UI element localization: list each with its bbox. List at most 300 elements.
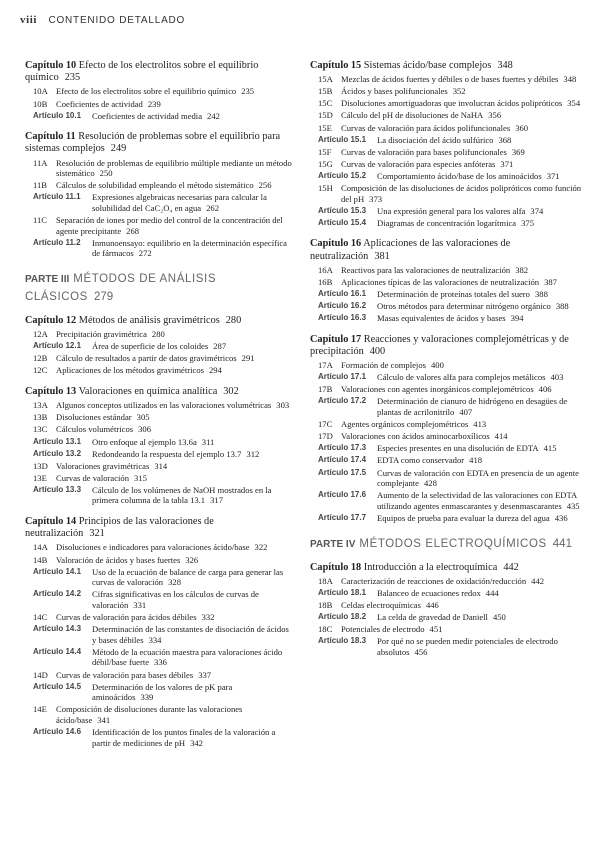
entry-page: 352: [452, 86, 466, 97]
entry-code: Artículo 10.1: [33, 110, 82, 120]
chapter-title: Resolución de problemas sobre el equilibrio para sistemas complejos: [25, 131, 281, 155]
chapter-heading[interactable]: [310, 60, 582, 72]
section-entry[interactable]: [25, 180, 295, 191]
entry-page: 418: [469, 455, 483, 466]
entry-page: 287: [213, 341, 227, 352]
entry-code: 15G: [318, 158, 333, 169]
part-title: MÉTODOS DE ANÁLISIS CLÁSICOS: [25, 272, 217, 303]
entry-code: 12C: [33, 365, 48, 376]
entry-page: 388: [534, 289, 548, 300]
entry-text-wrap: [92, 192, 295, 213]
part-label: PARTE IV: [310, 538, 356, 550]
entry-title: Cálculo de valores alfa para complejos metálicos: [377, 372, 546, 383]
entry-code: Artículo 15.1: [318, 134, 367, 144]
entry-code: Artículo 18.3: [318, 636, 367, 646]
entry-text-wrap: [377, 135, 582, 146]
article-entry[interactable]: [25, 682, 295, 703]
section-entry[interactable]: [25, 704, 295, 725]
section-entry[interactable]: [25, 412, 295, 423]
entry-text-wrap: [377, 455, 582, 466]
section-entry[interactable]: [310, 183, 582, 204]
section-entry[interactable]: [310, 277, 582, 288]
entry-page: 400: [430, 360, 444, 371]
entry-title: Método de la ecuación maestra para valoraciones ácido débil/base fuerte: [92, 646, 283, 668]
entry-page: 450: [492, 612, 506, 622]
entry-text-wrap: [341, 277, 582, 288]
entry-page: 444: [485, 587, 499, 598]
entry-title: Curvas de valoración para bases polifuncionales: [341, 146, 507, 157]
chapter-block: [310, 60, 582, 228]
article-entry[interactable]: [25, 485, 295, 506]
section-entry[interactable]: [310, 159, 582, 170]
entry-title: Disoluciones estándar: [56, 412, 132, 423]
section-entry[interactable]: [25, 473, 295, 484]
article-entry[interactable]: [310, 289, 582, 300]
chapter-label: Capítulo 13: [25, 386, 77, 398]
section-entry[interactable]: [310, 265, 582, 276]
entry-page: 414: [494, 431, 508, 442]
entry-title: Masas equivalentes de ácidos y bases: [377, 313, 506, 324]
entry-text-wrap: [92, 589, 295, 610]
entry-title: Curvas de valoración para ácidos débiles: [56, 612, 197, 623]
entry-page: 415: [543, 443, 557, 454]
entry-title: Comportamiento ácido/base de los aminoácidos: [377, 170, 542, 181]
entry-page: 303: [276, 400, 290, 411]
article-entry[interactable]: [310, 443, 582, 454]
entry-code: 17A: [318, 360, 333, 371]
chapter-page: 381: [374, 250, 390, 262]
article-entry[interactable]: [25, 437, 295, 448]
entry-text-wrap: [377, 636, 582, 657]
entry-page: 322: [254, 542, 268, 553]
article-entry[interactable]: [310, 313, 582, 324]
entry-title: Valoraciones con ácidos aminocarboxílicos: [341, 431, 490, 442]
section-entry[interactable]: [25, 612, 295, 623]
entry-code: 17C: [318, 419, 333, 430]
entry-code: Artículo 16.2: [318, 301, 367, 311]
section-entry[interactable]: [25, 424, 295, 435]
entry-page: 334: [148, 634, 162, 645]
chapter-label: Capítulo 10: [25, 60, 77, 71]
section-entry[interactable]: [310, 98, 582, 109]
article-entry[interactable]: [25, 624, 295, 645]
entry-title: Cálculos de solubilidad empleando el método sistemático: [56, 180, 254, 191]
part-heading: [25, 269, 295, 305]
entry-text-wrap: [341, 624, 582, 635]
entry-code: 15D: [318, 110, 333, 121]
entry-title: Curvas de valoración con EDTA en presencia de un agente complejante: [377, 467, 579, 489]
section-entry[interactable]: [25, 400, 295, 411]
article-entry[interactable]: [310, 455, 582, 466]
article-entry[interactable]: [25, 238, 295, 259]
entry-code: Artículo 14.4: [33, 646, 82, 656]
entry-title: Curvas de valoración para ácidos polifuncionales: [341, 122, 511, 133]
entry-title: Mezclas de ácidos fuertes y débiles o de bases fuertes y débiles: [341, 74, 559, 85]
section-entry[interactable]: [25, 99, 295, 110]
entry-page: 428: [424, 478, 437, 489]
chapter-heading[interactable]: [25, 131, 295, 155]
article-entry[interactable]: [310, 171, 582, 182]
chapter-block: [25, 131, 295, 259]
entry-text-wrap: [92, 682, 295, 703]
entry-title: Curvas de valoración para bases débiles: [56, 669, 194, 680]
entry-text-wrap: [377, 588, 582, 599]
entry-text-wrap: [56, 704, 295, 725]
entry-title: Coeficientes de actividad media: [92, 110, 203, 121]
entry-code: Artículo 18.1: [318, 587, 367, 597]
entry-page: 262: [206, 202, 219, 213]
entry-code: 13B: [33, 412, 48, 423]
chapter-block: [310, 334, 582, 524]
article-entry[interactable]: [310, 636, 582, 657]
entry-text-wrap: [377, 468, 582, 489]
chapter-label: Capítulo 14: [25, 516, 77, 528]
entry-page: 314: [154, 460, 168, 471]
entry-page: 371: [500, 158, 514, 169]
chapter-title: Introducción a la electroquímica: [363, 561, 498, 573]
entry-text-wrap: [377, 443, 582, 454]
entry-page: 315: [134, 472, 147, 483]
entry-text-wrap: [56, 180, 295, 191]
article-entry[interactable]: [25, 449, 295, 460]
entry-code: Artículo 13.2: [33, 448, 82, 458]
chapter-label: Capítulo 18: [310, 561, 362, 573]
entry-code: Artículo 15.4: [318, 217, 367, 227]
article-entry[interactable]: [310, 588, 582, 599]
article-entry[interactable]: [25, 647, 295, 668]
entry-title: Agentes orgánicos complejométricos: [341, 419, 469, 430]
entry-text-wrap: [92, 341, 295, 352]
part-label: PARTE III: [25, 273, 70, 285]
article-entry[interactable]: [25, 341, 295, 352]
section-entry[interactable]: [25, 542, 295, 553]
entry-text-wrap: [377, 490, 582, 511]
chapter-page: 302: [223, 386, 239, 398]
entry-text-wrap: [341, 419, 582, 430]
entry-code: 14D: [33, 669, 48, 680]
article-entry[interactable]: [310, 612, 582, 623]
entry-title: Aplicaciones de los métodos gravimétricos: [56, 365, 204, 376]
entry-title: Ácidos y bases polifuncionales: [341, 86, 448, 97]
entry-page: 373: [369, 193, 383, 204]
chapter-heading[interactable]: [25, 315, 295, 327]
entry-title: Curvas de valoración: [56, 472, 130, 483]
entry-code: Artículo 16.1: [318, 289, 367, 299]
entry-text-wrap: [56, 555, 295, 566]
entry-text-wrap: [56, 86, 295, 97]
article-entry[interactable]: [310, 135, 582, 146]
entry-page: 306: [138, 424, 151, 435]
entry-title: Disoluciones e indicadores para valoraciones ácido/base: [56, 542, 250, 553]
article-entry[interactable]: [310, 218, 582, 229]
article-entry[interactable]: [310, 301, 582, 312]
entry-text-wrap: [341, 183, 582, 204]
part-title: MÉTODOS ELECTROQUÍMICOS: [359, 537, 547, 550]
entry-code: Artículo 14.2: [33, 589, 82, 599]
entry-title: Especies presentes en una disolución de EDTA: [377, 443, 539, 454]
entry-page: 382: [515, 264, 529, 275]
entry-page: 348: [563, 74, 577, 85]
entry-title: Aplicaciones típicas de las valoraciones de neutralización: [341, 276, 540, 287]
entry-title: Coeficientes de actividad: [56, 98, 143, 109]
entry-code: Artículo 15.3: [318, 205, 367, 215]
entry-text-wrap: [341, 360, 582, 371]
entry-code: 18A: [318, 575, 333, 586]
entry-title: Determinación de las constantes de disociación de ácidos y bases débiles: [92, 624, 289, 645]
entry-page: 451: [429, 624, 443, 635]
entry-text-wrap: [377, 289, 582, 300]
chapter-page: 442: [503, 561, 519, 573]
entry-page: 250: [99, 168, 113, 179]
section-entry[interactable]: [310, 123, 582, 134]
entry-page: 332: [201, 612, 215, 623]
entry-text-wrap: [56, 542, 295, 553]
entry-text-wrap: [377, 612, 582, 623]
entry-code: 18C: [318, 624, 333, 635]
entry-code: Artículo 17.6: [318, 490, 367, 500]
section-entry[interactable]: [310, 576, 582, 587]
entry-text-wrap: [341, 86, 582, 97]
section-entry[interactable]: [25, 86, 295, 97]
entry-code: Artículo 12.1: [33, 341, 82, 351]
article-entry[interactable]: [310, 206, 582, 217]
section-entry[interactable]: [25, 353, 295, 364]
entry-code: Artículo 14.1: [33, 566, 82, 576]
chapter-title: Sistemas ácido/base complejos: [363, 60, 492, 71]
chapter-page: 400: [369, 346, 386, 357]
entry-text-wrap: [56, 158, 295, 179]
entry-title: Valoraciones con agentes inorgánicos complejométricos: [341, 384, 534, 395]
chapter-label: Capítulo 12: [25, 314, 77, 326]
section-entry[interactable]: [310, 147, 582, 158]
article-entry[interactable]: [310, 372, 582, 383]
entry-page: 256: [258, 180, 272, 191]
entry-title: Precipitación gravimétrica: [56, 329, 147, 340]
section-entry[interactable]: [310, 110, 582, 121]
entry-text-wrap: [56, 412, 295, 423]
left-column: [25, 60, 295, 758]
section-entry[interactable]: [25, 670, 295, 681]
entry-page: 242: [207, 110, 220, 121]
entry-code: 10A: [33, 86, 48, 97]
entry-text-wrap: [341, 159, 582, 170]
section-entry[interactable]: [25, 329, 295, 340]
entry-title: Composición de disoluciones durante las valoraciones ácido/base: [56, 704, 243, 725]
entry-text-wrap: [377, 396, 582, 417]
entry-code: 10B: [33, 98, 48, 109]
entry-text-wrap: [377, 301, 582, 312]
entry-page: 387: [544, 276, 557, 287]
entry-code: Artículo 15.2: [318, 170, 367, 180]
chapter-heading[interactable]: [25, 60, 295, 84]
entry-code: Artículo 14.5: [33, 681, 82, 691]
entry-page: 291: [241, 353, 255, 364]
entry-code: Artículo 14.6: [33, 726, 82, 736]
entry-text-wrap: [56, 329, 295, 340]
entry-code: Artículo 17.1: [318, 372, 367, 382]
entry-page: 328: [168, 577, 181, 588]
chapter-title: Reacciones y valoraciones complejométricas y de precipitación: [310, 333, 569, 357]
article-entry[interactable]: [310, 513, 582, 524]
entry-title: Balanceo de ecuaciones redox: [377, 587, 481, 598]
entry-title: Separación de iones por medio del control de la concentración del agente precipitante: [56, 215, 283, 236]
chapter-label: Capítulo 16: [310, 238, 362, 250]
entry-code: 15H: [318, 183, 333, 194]
article-entry[interactable]: [25, 192, 295, 213]
entry-text-wrap: [56, 99, 295, 110]
entry-title: Determinación de cianuro de hidrógeno en desagües de plantas de acrilonitrilo: [377, 396, 568, 418]
chapter-heading[interactable]: [310, 238, 582, 262]
entry-page: 336: [154, 657, 167, 668]
part-heading: [310, 534, 582, 552]
entry-page: 312: [246, 448, 260, 459]
entry-page: 339: [140, 692, 154, 703]
section-entry[interactable]: [25, 461, 295, 472]
entry-code: Artículo 17.5: [318, 467, 367, 477]
chapter-block: [25, 386, 295, 506]
entry-text-wrap: [56, 473, 295, 484]
entry-title: Reactivos para las valoraciones de neutralización: [341, 264, 511, 275]
article-entry[interactable]: [25, 567, 295, 588]
entry-text-wrap: [341, 147, 582, 158]
section-entry[interactable]: [310, 419, 582, 430]
entry-text-wrap: [56, 424, 295, 435]
section-entry[interactable]: [310, 384, 582, 395]
entry-text-wrap: [56, 670, 295, 681]
entry-code: 14B: [33, 554, 48, 565]
entry-page: 305: [136, 412, 150, 423]
entry-text-wrap: [341, 431, 582, 442]
entry-title: Formación de complejos: [341, 360, 426, 371]
article-entry[interactable]: [310, 468, 582, 489]
entry-page: 413: [473, 419, 487, 430]
chapter-block: [25, 516, 295, 748]
entry-code: 17B: [318, 384, 333, 395]
entry-page: 331: [133, 599, 147, 610]
article-entry[interactable]: [310, 490, 582, 511]
entry-page: 337: [198, 669, 212, 680]
entry-code: Artículo 14.3: [33, 624, 82, 634]
entry-text-wrap: [92, 727, 295, 748]
chapter-page: 348: [497, 60, 513, 71]
entry-text-wrap: [341, 98, 582, 109]
entry-title: Potenciales de electrodo: [341, 624, 425, 635]
entry-title: Uso de la ecuación de balance de carga para generar las curvas de valoración: [92, 566, 284, 588]
chapter-block: [25, 60, 295, 121]
section-entry[interactable]: [310, 624, 582, 635]
entry-page: 294: [208, 365, 222, 376]
entry-title: Algunos conceptos utilizados en las valoraciones volumétricas: [56, 400, 272, 411]
entry-text-wrap: [92, 647, 295, 668]
chapter-heading[interactable]: [310, 562, 582, 574]
entry-title: Composición de las disoluciones de ácidos polipróticos como función del pH: [341, 183, 582, 204]
entry-title: Cifras significativas en los cálculos de curvas de valoración: [92, 589, 259, 610]
entry-text-wrap: [341, 384, 582, 395]
entry-code: 14A: [33, 542, 48, 553]
chapter-page: 249: [110, 143, 127, 155]
section-entry[interactable]: [310, 600, 582, 611]
entry-title: Valoración de ácidos y bases fuertes: [56, 554, 181, 565]
part-page: 279: [93, 290, 114, 303]
entry-text-wrap: [92, 449, 295, 460]
running-title: CONTENIDO DETALLADO: [48, 15, 186, 26]
chapter-heading[interactable]: [310, 334, 582, 358]
entry-code: 16B: [318, 276, 333, 287]
entry-code: Artículo 17.3: [318, 443, 367, 453]
section-entry[interactable]: [25, 158, 295, 179]
entry-code: 15F: [318, 146, 332, 157]
entry-title: Expresiones algebraicas necesarias para calcular la solubilidad del CaC₂O₄ en agua: [92, 192, 267, 213]
chapter-title: Aplicaciones de las valoraciones de neutralización: [310, 238, 511, 262]
entry-code: Artículo 17.7: [318, 512, 367, 522]
entry-text-wrap: [377, 372, 582, 383]
entry-text-wrap: [92, 567, 295, 588]
chapter-heading[interactable]: [25, 516, 295, 540]
section-entry[interactable]: [25, 215, 295, 236]
entry-code: 13D: [33, 460, 48, 471]
entry-title: Una expresión general para los valores alfa: [377, 205, 526, 216]
entry-title: Efecto de los electrolitos sobre el equilibrio químico: [56, 86, 237, 97]
entry-title: Valoraciones gravimétricas: [56, 460, 150, 471]
chapter-page: 235: [64, 72, 81, 84]
chapter-heading[interactable]: [25, 386, 295, 398]
article-entry[interactable]: [25, 589, 295, 610]
entry-text-wrap: [56, 353, 295, 364]
article-entry[interactable]: [25, 111, 295, 122]
entry-title: Curvas de valoración para especies anfóteras: [341, 158, 496, 169]
entry-text-wrap: [341, 74, 582, 85]
section-entry[interactable]: [310, 86, 582, 97]
entry-code: Artículo 13.3: [33, 484, 82, 494]
entry-code: Artículo 11.2: [33, 237, 81, 247]
section-entry[interactable]: [25, 555, 295, 566]
chapter-title: Métodos de análisis gravimétricos: [78, 314, 220, 326]
entry-page: 388: [555, 301, 569, 312]
entry-code: 14E: [33, 704, 47, 715]
entry-page: 407: [459, 407, 473, 418]
entry-page: 456: [414, 646, 428, 657]
article-entry[interactable]: [310, 396, 582, 417]
entry-code: 15C: [318, 98, 333, 109]
entry-title: Redondeando la respuesta del ejemplo 13.7: [92, 448, 242, 459]
section-entry[interactable]: [310, 360, 582, 371]
chapter-title: Efecto de los electrolitos sobre el equilibrio químico: [25, 60, 259, 84]
entry-title: Equipos de prueba para evaluar la dureza del agua: [377, 512, 550, 523]
entry-text-wrap: [56, 400, 295, 411]
article-entry[interactable]: [25, 727, 295, 748]
section-entry[interactable]: [25, 365, 295, 376]
entry-title: Otro enfoque al ejemplo 13.6a: [92, 436, 197, 447]
entry-code: Artículo 17.2: [318, 396, 367, 406]
entry-title: Diagramas de concentración logarítmica: [377, 217, 517, 228]
entry-text-wrap: [56, 365, 295, 376]
section-entry[interactable]: [310, 74, 582, 85]
right-column: [310, 60, 582, 667]
entry-title: Área de superficie de los coloides: [92, 341, 209, 352]
entry-page: 239: [147, 98, 161, 109]
chapter-block: [310, 562, 582, 658]
entry-page: 326: [185, 554, 199, 565]
entry-title: Cálculos volumétricos: [56, 424, 134, 435]
section-entry[interactable]: [310, 431, 582, 442]
entry-text-wrap: [92, 437, 295, 448]
chapter-title: Valoraciones en química analítica: [78, 386, 218, 398]
entry-text-wrap: [377, 206, 582, 217]
entry-page: 394: [510, 313, 524, 324]
running-head: [20, 14, 185, 26]
entry-title: Inmunoensayo: equilibrio en la determinación específica de fármacos: [92, 237, 287, 259]
entry-title: Resolución de problemas de equilibrio múltiple mediante un método sistemático: [56, 157, 292, 179]
